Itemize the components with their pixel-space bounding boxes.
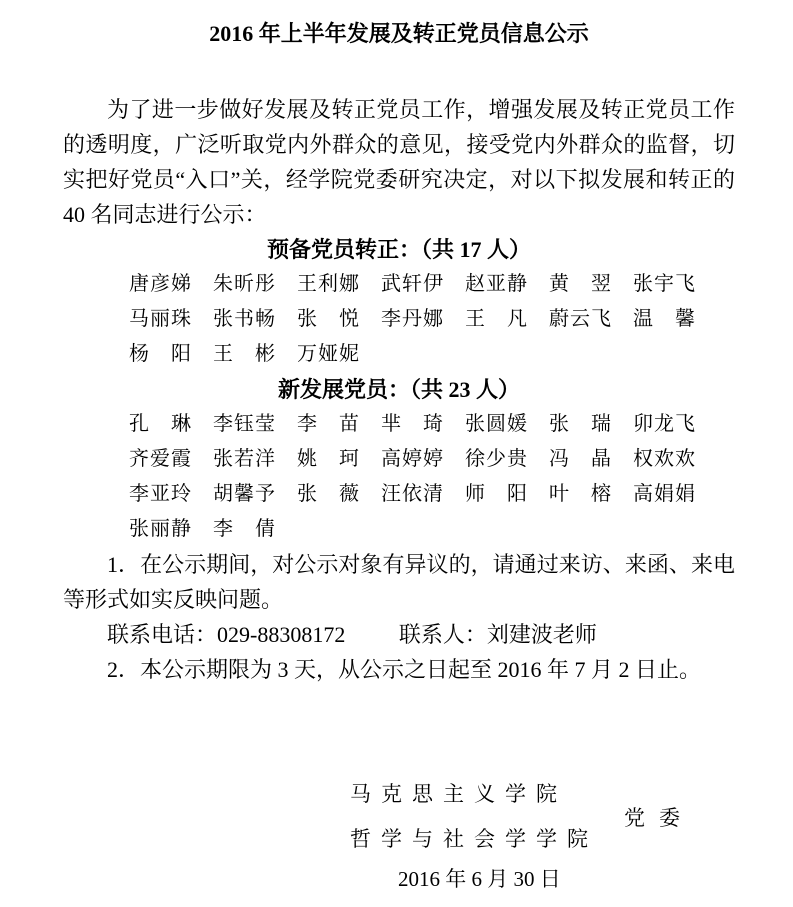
- name-row: 马丽珠 张书畅 张 悦 李丹娜 王 凡 蔚云飞 温 馨: [129, 308, 696, 330]
- intro-paragraph: 为了进一步做好发展及转正党员工作，增强发展及转正党员工作的透明度，广泛听取党内外群众的意见，接受党内外群众的监督，切实把好党员“入口”关，经学院党委研究决定，对以下拟发展和转正的 40 名同志进行公示：: [63, 97, 735, 227]
- contact-line: [63, 617, 735, 652]
- document-title: 2016 年上半年发展及转正党员信息公示: [209, 21, 589, 46]
- name-row: 张丽静 李 倩: [129, 518, 276, 540]
- name-row: 唐彦娣 朱昕彤 王利娜 武轩伊 赵亚静 黄 翌 张宇飞: [129, 273, 696, 295]
- name-row: 杨 阳 王 彬 万娅妮: [129, 343, 360, 365]
- name-row: 李亚玲 胡馨予 张 薇 汪依清 师 阳 叶 榕 高娟娟: [129, 483, 696, 505]
- signature-date: 2016 年 6 月 30 日: [398, 867, 561, 891]
- name-row: 孔 琳 李钰莹 李 苗 芈 琦 张圆媛 张 瑞 卯龙飞: [129, 413, 696, 435]
- signature-block: [350, 772, 694, 862]
- probationary-heading: 预备党员转正：（共 17 人）: [266, 237, 531, 262]
- organization-names: [350, 772, 598, 862]
- name-row: 齐爱霞 张若洋 姚 珂 高婷婷 徐少贵 冯 晶 权欢欢: [129, 448, 696, 470]
- committee-label: 党委: [624, 806, 694, 830]
- contact-phone: 联系电话：029-88308172: [107, 622, 346, 647]
- note-2: 2．本公示期限为 3 天，从公示之日起至 2016 年 7 月 2 日止。: [107, 657, 702, 682]
- org-line-2: 哲学与社会学学院: [350, 827, 598, 851]
- new-members-heading: 新发展党员：（共 23 人）: [277, 377, 520, 402]
- note-1: 1．在公示期间，对公示对象有异议的，请通过来访、来函、来电等形式如实反映问题。: [63, 552, 735, 612]
- org-line-1: 马克思主义学院: [350, 782, 567, 806]
- contact-person: 联系人：刘建波老师: [398, 622, 597, 647]
